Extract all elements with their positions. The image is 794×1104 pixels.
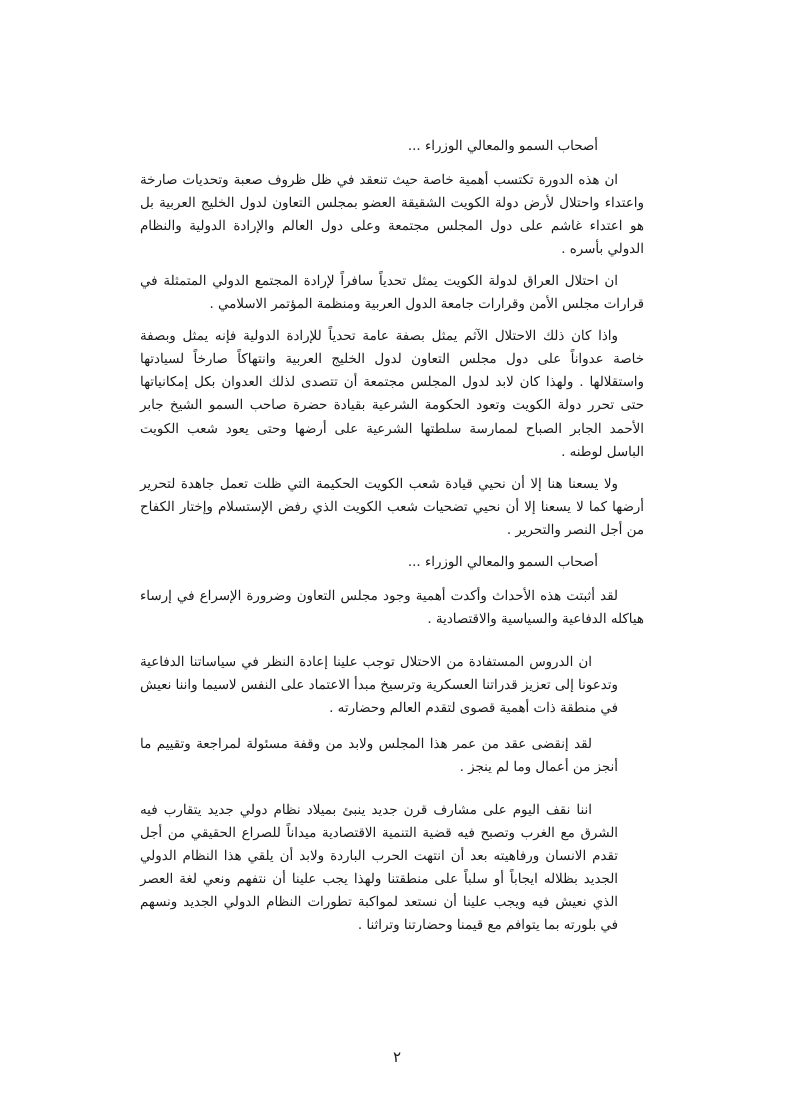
page-number: ٢ (392, 1048, 402, 1066)
document-body (140, 135, 644, 937)
paragraph-2: ان احتلال العراق لدولة الكويت يمثل تحدياً سافراً لإرادة المجتمع الدولي المتمثلة في قرارات مجلس الأمن وقرارات جامعة الدول العربية ومنظمة المؤتمر الاسلامي . (140, 274, 644, 313)
paragraph-6: ان الدروس المستفادة من الاحتلال توجب علينا إعادة النظر في سياساتنا الدفاعية وتدعونا إلى تعزيز قدراتنا العسكرية وترسيخ مبدأ الاعتماد على النفس لاسيما واننا نعيش في منطقة ذات أهمية قصوى لتقدم العالم وحضارته . (140, 654, 618, 716)
paragraph-5: لقد أثبتت هذه الأحداث وأكدت أهمية وجود مجلس التعاون وضرورة الإسراع في إرساء هياكله الدفاعية والسياسية والاقتصادية . (140, 588, 644, 627)
paragraph-salutation-1: أصحاب السمو والمعالي الوزراء ... (407, 139, 598, 154)
paragraph-salutation-2: أصحاب السمو والمعالي الوزراء ... (407, 554, 598, 570)
paragraph-1: ان هذه الدورة تكتسب أهمية خاصة حيث تنعقد في ظل ظروف صعبة وتحديات صارخة واعتداء واحتلال لأرض دولة الكويت الشقيقة العضو بمجلس التعاون لدول الخليج العربية بل هو اعتداء غاشم على دول المجلس مجتمعة وعلى دول العالم والإرادة الدولية والنظام الدولي بأسره . (140, 173, 644, 258)
paragraph-7: لقد إنقضى عقد من عمر هذا المجلس ولابد من وقفة مسئولة لمراجعة وتقييم ما أنجز من أعمال وما لم ينجز . (140, 737, 618, 776)
paragraph-3: واذا كان ذلك الاحتلال الآثم يمثل بصفة عامة تحدياً للإرادة الدولية فإنه يمثل وبصفة خاصة عدواناً على دول مجلس التعاون لدول الخليج العربية وانتهاكاً صارخاً لسيادتها واستقلالها . ولهذا كان لابد لدول المجلس مجتمعة أن تتصدى لذلك العدوان بكل إمكانياتها حتى تحرر دولة الكويت وتعود الحكومة الشرعية بقيادة حضرة صاحب السمو الشيخ جابر الأحمد الجابر الصباح لممارسة سلطتها الشرعية على أرضها وحتى يعود شعب الكويت الباسل لوطنه . (140, 329, 644, 460)
paragraph-4: ولا يسعنا هنا إلا أن نحيي قيادة شعب الكويت الحكيمة التي ظلت تعمل جاهدة لتحرير أرضها كما لا يسعنا إلا أن نحيي تضحيات شعب الكويت الذي رفض الإستسلام وإختار الكفاح من أجل النصر والتحرير . (140, 476, 644, 538)
paragraph-8: اننا نقف اليوم على مشارف قرن جديد ينبئ بميلاد نظام دولي جديد يتقارب فيه الشرق مع الغرب وتصبح فيه قضية التنمية الاقتصادية ميداناً للصراع الحقيقي من أجل تقدم الانسان ورفاهيته بعد أن انتهت الحرب الباردة ولابد أن يلقي هذا النظام الدولي الجديد بظلاله ايجاباً أو سلباً على منطقتنا ولهذا يجب علينا أن نتفهم ونعي لغة العصر الذي نعيش فيه ويجب علينا أن نستعد لمواكبة تطورات النظام الدولي الجديد ونسهم في بلورته بما يتوافم مع قيمنا وحضارتنا وتراثنا . (140, 803, 618, 934)
